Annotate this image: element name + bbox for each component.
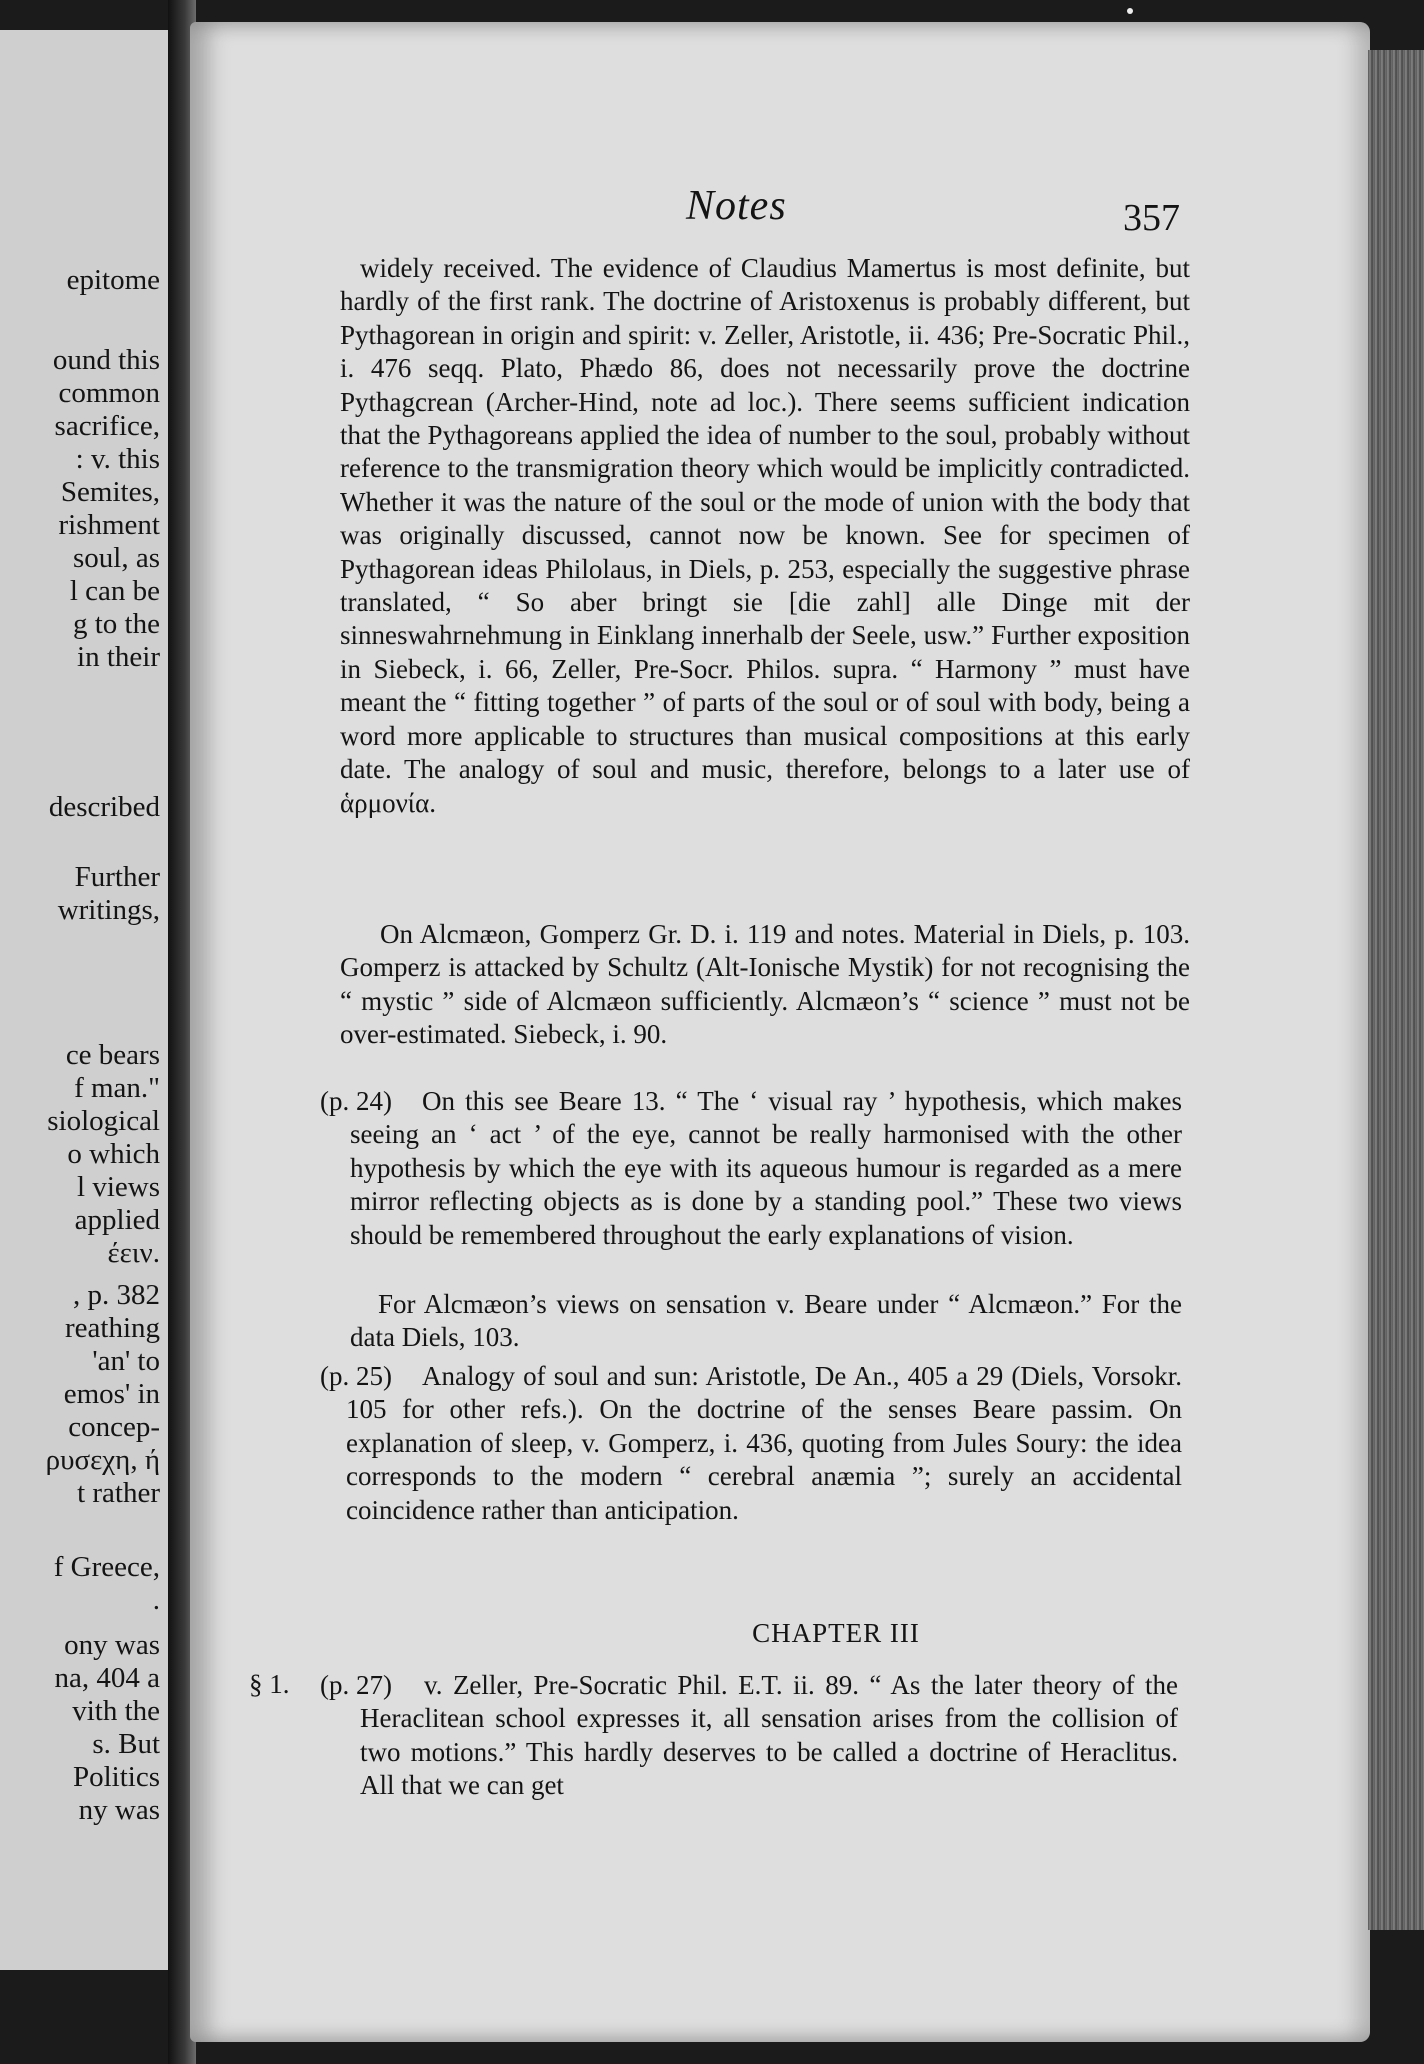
left-page-line: described xyxy=(48,791,160,823)
left-page-line: Further xyxy=(74,861,160,893)
left-page-line: rishment xyxy=(58,509,160,541)
note-paragraph: Analogy of soul and sun: Aristotle, De An., 405 a 29 (Diels, Vorsokr. 105 for other refs.). On the doctrine of the senses Beare passim. On explanation of sleep, v. Gomperz, i. 436, quoting from Jules Soury: the idea corresponds to the modern “ cerebral anæmia ”; surely an accidental coincidence rather than anticipation. xyxy=(346,1361,1182,1525)
running-header-title: Notes xyxy=(686,183,787,229)
left-page-line: 'an' to xyxy=(92,1345,160,1377)
left-page-line: epitome xyxy=(66,264,160,296)
left-page-line: l can be xyxy=(69,575,160,607)
left-page-line: t rather xyxy=(77,1477,160,1509)
page-number: 357 xyxy=(1123,197,1180,239)
left-page-line: reathing xyxy=(64,1312,160,1344)
left-page-line: . xyxy=(152,1584,160,1616)
left-page-line: concep- xyxy=(68,1411,160,1443)
left-page-line: writings, xyxy=(57,894,160,926)
chapter-heading: CHAPTER III xyxy=(752,1618,920,1648)
left-page-line: ρυσεχη, ή xyxy=(45,1444,160,1476)
note-paragraph: On this see Beare 13. “ The ‘ visual ray ’ hypothesis, which makes seeing an ‘ act ’ of the eye, cannot be really harmonised with the other hypothesis by which the eye with its aqueous humour is regarded as a mere mirror reflecting objects as is done by a standing pool.” These two views should be remembered throughout the early explanations of vision. xyxy=(350,1086,1182,1250)
note-paragraph: widely received. The evidence of Claudius Mamertus is most definite, but hardly of the first rank. The doctrine of Aristoxenus is probably different, but Pythagorean in origin and spirit: v. Zeller, Aristotle, ii. 436; Pre-Socratic Phil., i. 476 seqq. Plato, Phædo 86, does not necessarily prove the doctrine Pythagcrean (Archer-Hind, note ad loc.). There seems sufficient indication that the Pythagoreans applied the idea of number to the soul, probably without reference to the transmigration theory which would be implicitly contradicted. Whether it was the nature of the soul or the mode of union with the body that was originally discussed, cannot now be known. See for specimen of Pythagorean ideas Philolaus, in Diels, p. 253, especially the suggestive phrase translated, “ So aber bringt sie [die zahl] alle Dinge mit der sinneswahrnehmung in Einklang innerhalb der Seele, usw.” Further exposition in Siebeck, i. 66, Zeller, Pre-Socr. Philos. supra. “ Harmony ” must have meant the “ fitting together ” of parts of the soul or of soul with body, being a word more applicable to structures than musical compositions at this early date. The analogy of soul and music, therefore, belongs to a later use of ἁρμονία. xyxy=(340,253,1190,818)
left-page-line: f Greece, xyxy=(53,1551,160,1583)
left-page-line: f man." xyxy=(74,1072,160,1104)
left-page-line: ce bears xyxy=(65,1039,160,1071)
left-page-line: Politics xyxy=(72,1761,160,1793)
left-page-line: ony was xyxy=(64,1629,160,1661)
left-page-line: s. But xyxy=(92,1728,160,1760)
page-reference: (p. 24) xyxy=(320,1086,392,1116)
note-paragraph: v. Zeller, Pre-Socratic Phil. E.T. ii. 89. “ As the later theory of the Heraclitean school expresses it, all sensation arises from the collision of two motions.” This hardly deserves to be called a doctrine of Heraclitus. All that we can get xyxy=(360,1670,1178,1801)
note-paragraph: On Alcmæon, Gomperz Gr. D. i. 119 and notes. Material in Diels, p. 103. Gomperz is attacked by Schultz (Alt-Ionische Mystik) for not recognising the “ mystic ” side of Alcmæon sufficiently. Alcmæon’s “ science ” must not be over-estimated. Siebeck, i. 90. xyxy=(340,919,1190,1050)
left-page-line: g to the xyxy=(73,608,160,640)
dust-speck xyxy=(1127,8,1133,14)
left-page-line: ny was xyxy=(78,1794,160,1826)
left-page-line: l views xyxy=(77,1171,160,1203)
left-page-line: , p. 382 xyxy=(73,1279,160,1311)
left-page-line: siological xyxy=(47,1105,160,1137)
left-page-line: na, 404 a xyxy=(54,1662,160,1694)
left-page-line: common xyxy=(58,377,160,409)
note-paragraph: For Alcmæon’s views on sensation v. Beare under “ Alcmæon.” For the data Diels, 103. xyxy=(350,1289,1182,1353)
left-page xyxy=(0,30,168,1970)
left-page-line: : v. this xyxy=(75,443,160,475)
left-page-line: έειν. xyxy=(107,1237,160,1269)
section-label: § 1. xyxy=(249,1669,290,1699)
left-page-line: vith the xyxy=(72,1695,160,1727)
left-page-line: o which xyxy=(67,1138,160,1170)
page-reference: (p. 25) xyxy=(320,1361,392,1391)
left-page-line: applied xyxy=(74,1204,160,1236)
left-page-line: sacrifice, xyxy=(54,410,160,442)
left-page-line: in their xyxy=(77,641,160,673)
left-page-line: Semites, xyxy=(60,476,160,508)
left-page-line: soul, as xyxy=(73,542,160,574)
left-page-line: ound this xyxy=(52,344,160,376)
page-reference: (p. 27) xyxy=(320,1670,392,1700)
left-page-line: emos' in xyxy=(63,1378,160,1410)
